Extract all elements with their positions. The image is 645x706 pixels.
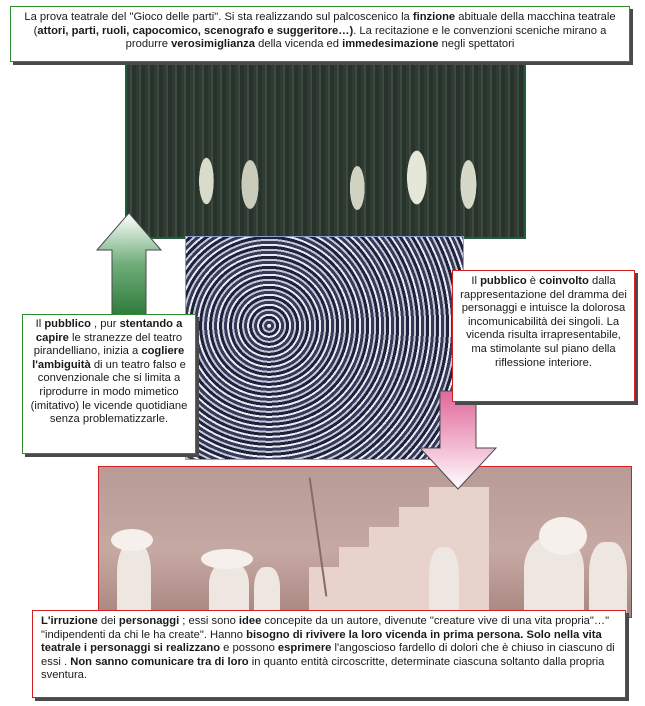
left-caption-text-1: Il bbox=[35, 318, 45, 330]
up-arrow-icon bbox=[96, 212, 162, 316]
bottom-caption-bold-3: idee bbox=[238, 615, 262, 627]
rehearsal-caption-bold-3: verosimiglianza bbox=[171, 38, 256, 51]
right-caption-bold-1: pubblico bbox=[480, 275, 527, 287]
bottom-caption-text-4: e possono bbox=[220, 642, 278, 655]
characters-caption bbox=[32, 610, 626, 698]
bottom-caption-text-3: concepite da un autore, divenute "creature vive di una vita propria"…" "indipendenti da chi le ha create". Hanno bbox=[41, 615, 610, 641]
left-caption-text-2: , pur bbox=[90, 318, 120, 330]
bottom-caption-text-5: l'angoscioso fardello di dolori che è chiuso in ciascuno di essi . bbox=[41, 642, 615, 668]
bottom-caption-bold-4: bisogno di rivivere la loro vicenda in prima persona. Solo nella vita teatrale i personaggi si realizzano bbox=[41, 628, 602, 655]
down-arrow-icon bbox=[418, 390, 498, 490]
rehearsal-photo bbox=[125, 60, 526, 239]
rehearsal-caption-text-5: negli spettatori bbox=[438, 38, 515, 51]
bottom-caption-bold-2: personaggi bbox=[118, 615, 180, 627]
rehearsal-caption bbox=[10, 6, 630, 62]
characters-photo bbox=[98, 466, 632, 618]
left-caption-text-4: di un teatro falso e convenzionale che si limita a riprodurre in modo mimetico (imitativo) le vicende quotidiane senza problematizzarle. bbox=[30, 358, 188, 426]
right-caption-text-3: dalla rappresentazione del dramma dei personaggi e intuisce la dolorosa incomunicabilità dei singoli. La vicenda risulta irrapresentabile, ma stimolante sul piano della riflessione interiore. bbox=[460, 275, 627, 369]
rehearsal-caption-text-4: della vicenda ed bbox=[255, 38, 343, 51]
rehearsal-caption-bold-1: finzione bbox=[412, 11, 456, 23]
right-caption-bold-2: coinvolto bbox=[539, 275, 589, 287]
bottom-caption-bold-1: L'irruzione bbox=[41, 615, 98, 627]
bottom-caption-bold-6: Non sanno comunicare tra di loro bbox=[70, 655, 249, 668]
bottom-caption-text-1: dei bbox=[97, 615, 119, 627]
rehearsal-caption-text-3: . La recitazione e le convenzioni sceniche mirano a produrre bbox=[125, 24, 607, 51]
rehearsal-caption-bold-4: immedesimazione bbox=[342, 38, 439, 51]
left-caption-text-3: le stranezze del teatro pirandelliano, inizia a bbox=[33, 331, 183, 358]
right-caption-text-1: Il bbox=[471, 275, 481, 287]
left-caption-bold-2: stentando a capire bbox=[35, 318, 183, 344]
bottom-caption-bold-5: esprimere bbox=[277, 642, 332, 655]
rehearsal-caption-text-1: La prova teatrale del "Gioco delle parti". Si sta realizzando sul palcoscenico la bbox=[24, 11, 413, 23]
audience-perplexity-caption bbox=[22, 314, 196, 454]
rehearsal-caption-text-2: abituale della macchina teatrale ( bbox=[33, 11, 616, 37]
left-caption-bold-1: pubblico bbox=[44, 318, 91, 330]
right-caption-text-2: è bbox=[526, 275, 540, 287]
bottom-caption-text-2: ; essi sono bbox=[179, 615, 239, 627]
rehearsal-caption-bold-2: attori, parti, ruoli, capocomico, scenografo e suggeritore…) bbox=[37, 24, 354, 37]
bottom-caption-text-6: in quanto entità circoscritte, determinate ciascuna soltanto dalla propria sventura. bbox=[41, 655, 605, 682]
audience-involvement-caption bbox=[452, 270, 635, 402]
left-caption-bold-3: cogliere l'ambiguità bbox=[32, 345, 185, 371]
